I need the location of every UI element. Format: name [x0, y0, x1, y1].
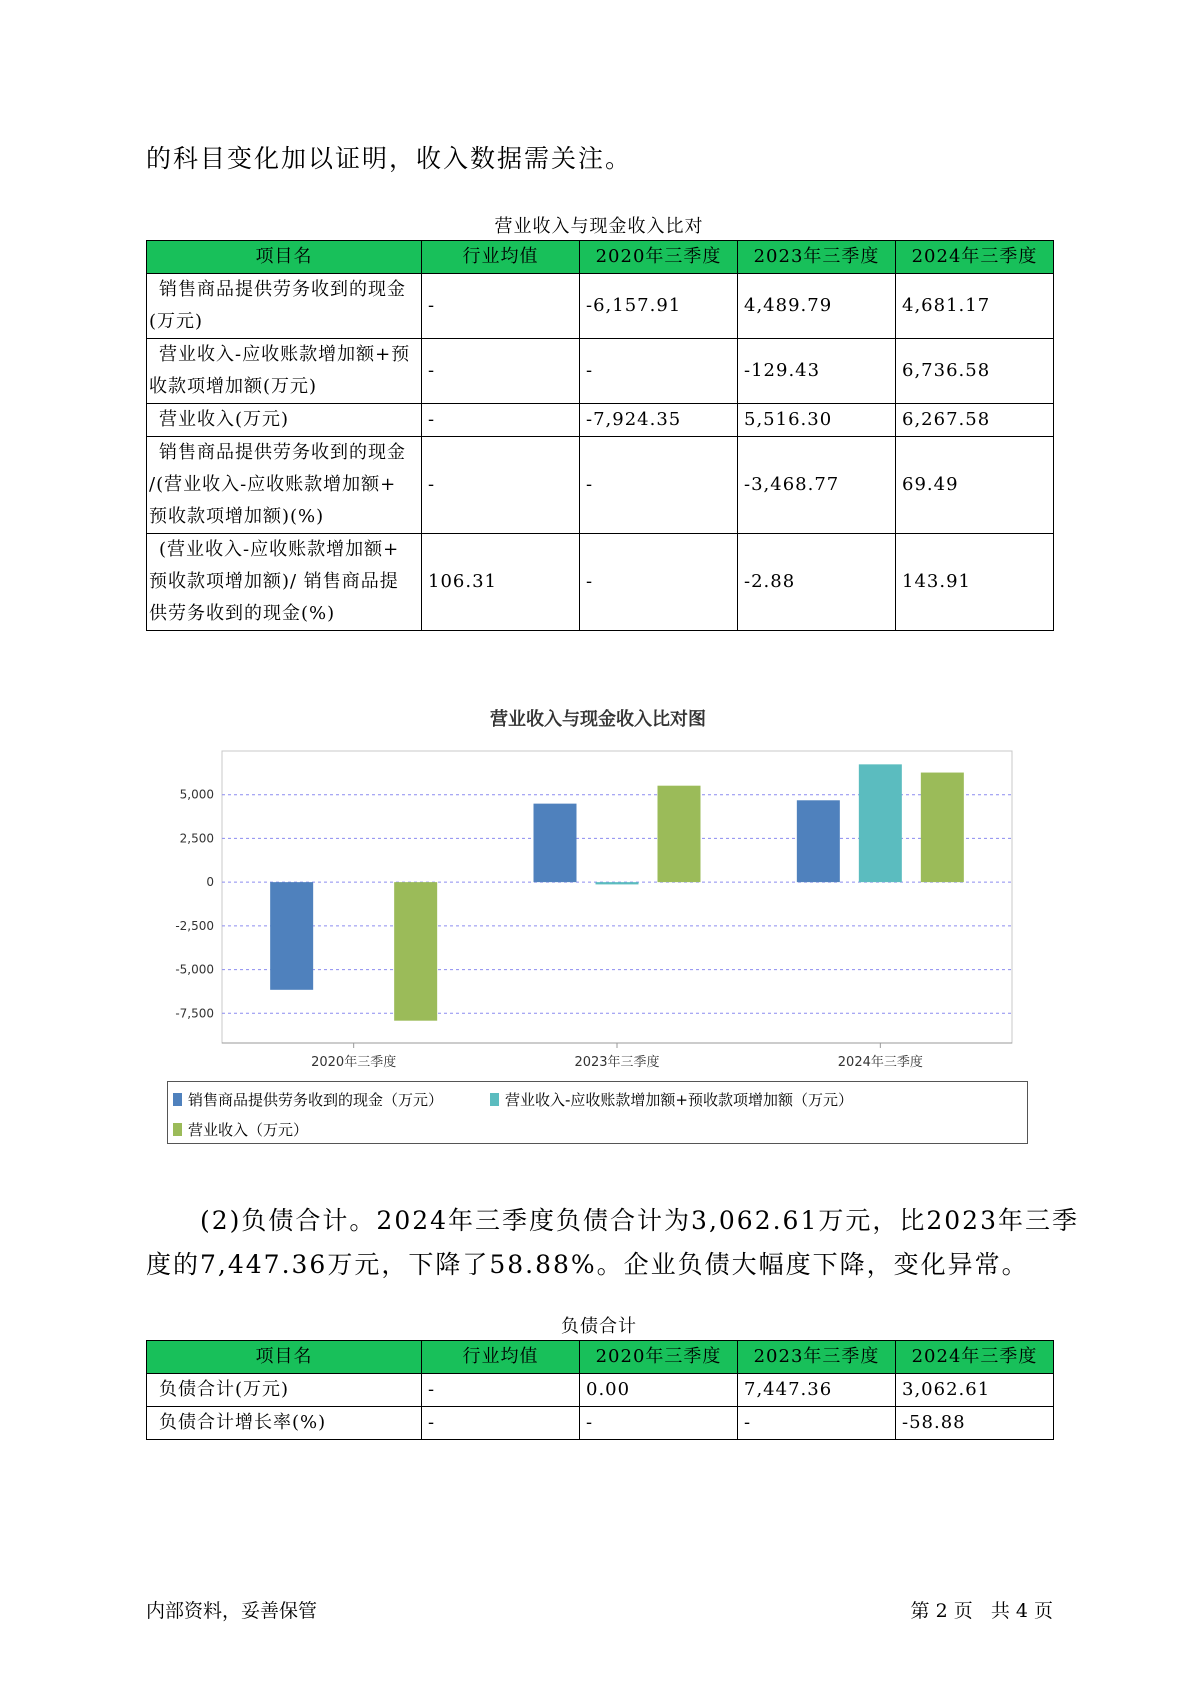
legend-swatch: [173, 1123, 182, 1136]
liability-paragraph: [146, 1199, 1079, 1287]
bar: [596, 882, 639, 884]
row-label: 销售商品提供劳务收到的现金 /(营业收入-应收账款增加额+ 预收款项增加额)(%): [147, 437, 422, 534]
cell-value: -: [580, 437, 738, 534]
bar: [658, 786, 701, 882]
cell-value: 6,736.58: [896, 339, 1054, 404]
y-tick-label: -7,500: [175, 1006, 214, 1021]
bar: [859, 764, 902, 882]
legend-label: 销售商品提供劳务收到的现金（万元）: [188, 1091, 444, 1109]
cell-value: 0.00: [580, 1374, 738, 1407]
legend-item-adjusted-revenue: [490, 1089, 853, 1110]
legend-swatch: [490, 1093, 499, 1106]
cell-value: -6,157.91: [580, 274, 738, 339]
bar: [394, 882, 437, 1021]
cell-value: -: [422, 274, 580, 339]
table-header-row: [147, 1341, 1054, 1374]
header-industry-avg: 行业均值: [422, 1341, 580, 1374]
legend-item-cash: [173, 1089, 443, 1110]
paragraph-line: (2)负债合计。2024年三季度负债合计为3,062.61万元，比2023年三季: [200, 1206, 1079, 1235]
header-2024q3: 2024年三季度: [896, 1341, 1054, 1374]
cell-value: -58.88: [896, 1407, 1054, 1440]
y-tick-label: 2,500: [179, 831, 214, 846]
x-tick-label: 2023年三季度: [574, 1055, 660, 1070]
cell-value: 143.91: [896, 534, 1054, 631]
cell-value: 4,681.17: [896, 274, 1054, 339]
header-industry-avg: 行业均值: [422, 241, 580, 274]
cell-value: -: [738, 1407, 896, 1440]
cell-value: 4,489.79: [738, 274, 896, 339]
cell-value: 69.49: [896, 437, 1054, 534]
y-axis-ticks: [175, 788, 214, 1021]
y-tick-label: 5,000: [179, 787, 214, 802]
cell-value: -129.43: [738, 339, 896, 404]
cell-value: -: [422, 1374, 580, 1407]
cell-value: 3,062.61: [896, 1374, 1054, 1407]
cell-value: -2.88: [738, 534, 896, 631]
intro-paragraph: 的科目变化加以证明，收入数据需关注。: [146, 144, 633, 173]
row-label: 营业收入-应收账款增加额+预 收款项增加额(万元): [147, 339, 422, 404]
cell-value: 7,447.36: [738, 1374, 896, 1407]
cell-value: -7,924.35: [580, 404, 738, 437]
legend-swatch: [173, 1093, 182, 1106]
table2-caption: 负债合计: [561, 1316, 637, 1337]
cell-value: -: [580, 534, 738, 631]
y-tick-label: -5,000: [175, 962, 214, 977]
paragraph-line: 度的7,447.36万元，下降了58.88%。企业负债大幅度下降，变化异常。: [146, 1250, 1029, 1279]
header-2020q3: 2020年三季度: [580, 1341, 738, 1374]
liability-table: [146, 1340, 1054, 1440]
cell-value: 6,267.58: [896, 404, 1054, 437]
row-label: 负债合计增长率(%): [147, 1407, 422, 1440]
header-item-name: 项目名: [147, 241, 422, 274]
cell-value: -: [422, 339, 580, 404]
row-label: 销售商品提供劳务收到的现金 (万元): [147, 274, 422, 339]
cell-value: -3,468.77: [738, 437, 896, 534]
bar: [270, 882, 313, 990]
row-label: (营业收入-应收账款增加额+ 预收款项增加额)/ 销售商品提 供劳务收到的现金(%): [147, 534, 422, 631]
footer-page-number: 第 2 页 共 4 页: [910, 1600, 1053, 1622]
cell-value: -: [422, 1407, 580, 1440]
x-tick-label: 2024年三季度: [837, 1055, 923, 1070]
x-axis-ticks: [311, 1043, 923, 1070]
bars: [270, 764, 964, 1020]
table-row: [147, 1407, 1054, 1440]
row-label: 负债合计(万元): [147, 1374, 422, 1407]
y-tick-label: 0: [206, 875, 214, 890]
header-2023q3: 2023年三季度: [738, 241, 896, 274]
row-label: 营业收入(万元): [147, 404, 422, 437]
y-tick-label: -2,500: [175, 918, 214, 933]
header-2023q3: 2023年三季度: [738, 1341, 896, 1374]
bar: [921, 773, 964, 883]
footer-left: 内部资料，妥善保管: [146, 1600, 318, 1622]
x-tick-label: 2020年三季度: [311, 1055, 397, 1070]
chart-legend: [167, 1081, 1028, 1144]
header-2020q3: 2020年三季度: [580, 241, 738, 274]
cell-value: -: [580, 339, 738, 404]
cell-value: -: [422, 404, 580, 437]
cell-value: 106.31: [422, 534, 580, 631]
bar: [797, 800, 840, 882]
bar: [534, 804, 577, 883]
table-row: [147, 1374, 1054, 1407]
table1-caption: 营业收入与现金收入比对: [494, 216, 704, 237]
legend-label: 营业收入（万元）: [188, 1121, 309, 1139]
cell-value: 5,516.30: [738, 404, 896, 437]
cell-value: -: [422, 437, 580, 534]
header-item-name: 项目名: [147, 1341, 422, 1374]
legend-label: 营业收入-应收账款增加额+预收款项增加额（万元）: [505, 1091, 853, 1109]
header-2024q3: 2024年三季度: [896, 241, 1054, 274]
chart-title: 营业收入与现金收入比对图: [490, 709, 706, 730]
cell-value: -: [580, 1407, 738, 1440]
legend-item-revenue: [173, 1119, 308, 1140]
